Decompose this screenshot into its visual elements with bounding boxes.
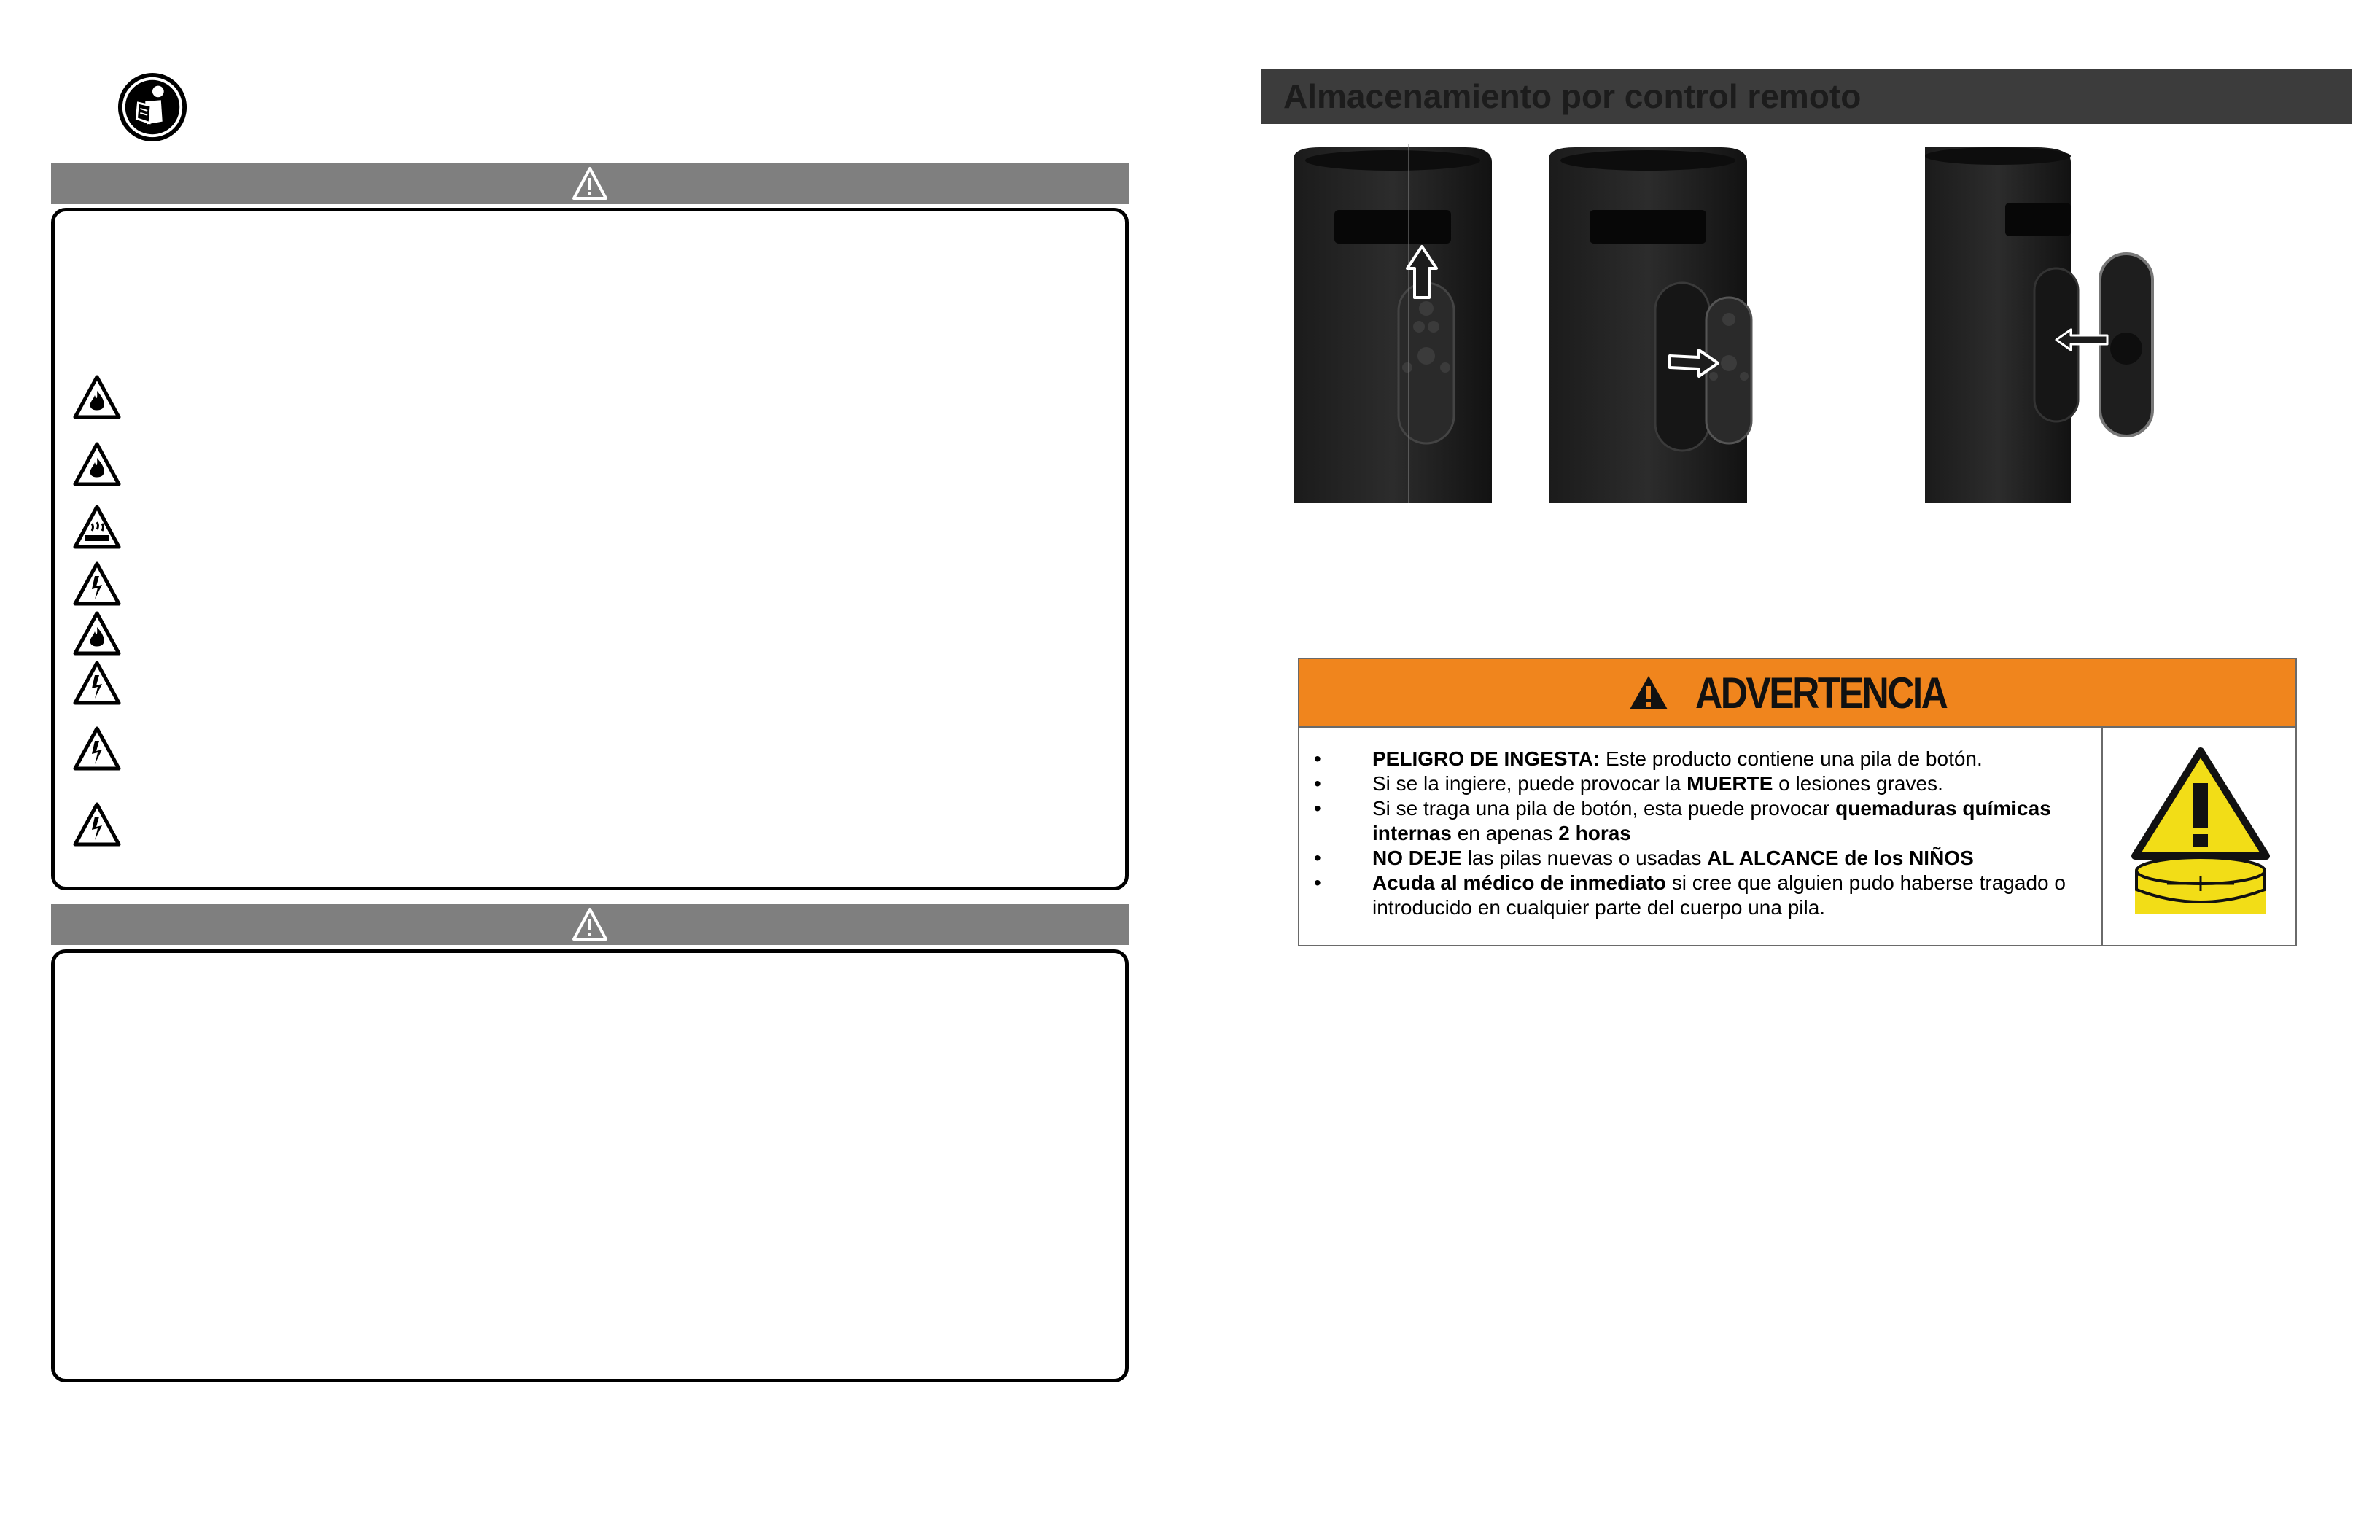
fire-hazard-icon bbox=[73, 611, 121, 656]
warning-text-bold: quemaduras químicas internas bbox=[1372, 797, 2051, 844]
bullet: • bbox=[1314, 772, 1321, 795]
hot-surface-icon bbox=[73, 505, 121, 550]
read-manual-icon bbox=[117, 71, 188, 143]
section-title: Almacenamiento por control remoto bbox=[1283, 77, 1862, 115]
remote-storage-photo-1 bbox=[1291, 144, 1495, 503]
warning-text-bold: NO DEJE bbox=[1372, 847, 1462, 869]
warning-text: o lesiones graves. bbox=[1773, 772, 1943, 795]
warning-list-item bbox=[1314, 771, 2094, 796]
advertencia-title: ADVERTENCIA bbox=[1695, 668, 1947, 718]
warning-triangle-icon bbox=[572, 166, 608, 201]
warning-text-bold: 2 horas bbox=[1558, 822, 1631, 844]
section-title-bar bbox=[1261, 69, 2352, 124]
electric-shock-icon bbox=[73, 661, 121, 706]
electric-shock-icon bbox=[73, 561, 121, 607]
warning-text: en apenas bbox=[1451, 822, 1559, 844]
warning-text: las pilas nuevas o usadas bbox=[1461, 847, 1708, 869]
remote-storage-photo-2 bbox=[1546, 144, 1757, 503]
electric-shock-icon bbox=[73, 802, 121, 847]
warning-text: Si se traga una pila de botón, esta puede provocar bbox=[1372, 797, 1836, 820]
warning-text: Este producto contiene una pila de botón. bbox=[1600, 747, 1983, 770]
safety-content-box bbox=[51, 949, 1129, 1382]
warning-text-bold: MUERTE bbox=[1687, 772, 1773, 795]
bullet: • bbox=[1314, 871, 1321, 894]
warning-text-bold: PELIGRO DE INGESTA: bbox=[1372, 747, 1601, 770]
warning-text: si cree que alguien pudo haberse tragado o introducido en cualquier parte del cuerpo una pila. bbox=[1372, 871, 2066, 919]
fire-hazard-icon bbox=[73, 375, 121, 420]
warning-list-item bbox=[1314, 796, 2094, 846]
divider bbox=[2101, 728, 2103, 945]
warning-text-bold: Acuda al médico de inmediato bbox=[1372, 871, 1666, 894]
warning-text: Si se la ingiere, puede provocar la bbox=[1372, 772, 1687, 795]
button-battery-warning-icon bbox=[2129, 747, 2272, 919]
fire-hazard-icon bbox=[73, 442, 121, 487]
section-warning-header bbox=[51, 904, 1129, 945]
bullet: • bbox=[1314, 847, 1321, 869]
warning-list-item bbox=[1314, 871, 2094, 920]
bullet: • bbox=[1314, 797, 1321, 820]
warning-list-item bbox=[1314, 747, 2094, 771]
warning-triangle-icon bbox=[572, 907, 608, 942]
advertencia-header bbox=[1299, 659, 2295, 728]
bullet: • bbox=[1314, 747, 1321, 770]
button-battery-warning bbox=[1298, 658, 2297, 946]
warning-list-item bbox=[1314, 846, 2094, 871]
warning-list bbox=[1314, 747, 2094, 920]
warning-text-bold: AL ALCANCE de los NIÑOS bbox=[1707, 847, 1974, 869]
section-warning-header bbox=[51, 163, 1129, 204]
warning-triangle-icon bbox=[1628, 674, 1669, 711]
remote-storage-photo-3 bbox=[1925, 144, 2158, 503]
safety-content-box bbox=[51, 208, 1129, 890]
electric-shock-icon bbox=[73, 726, 121, 771]
